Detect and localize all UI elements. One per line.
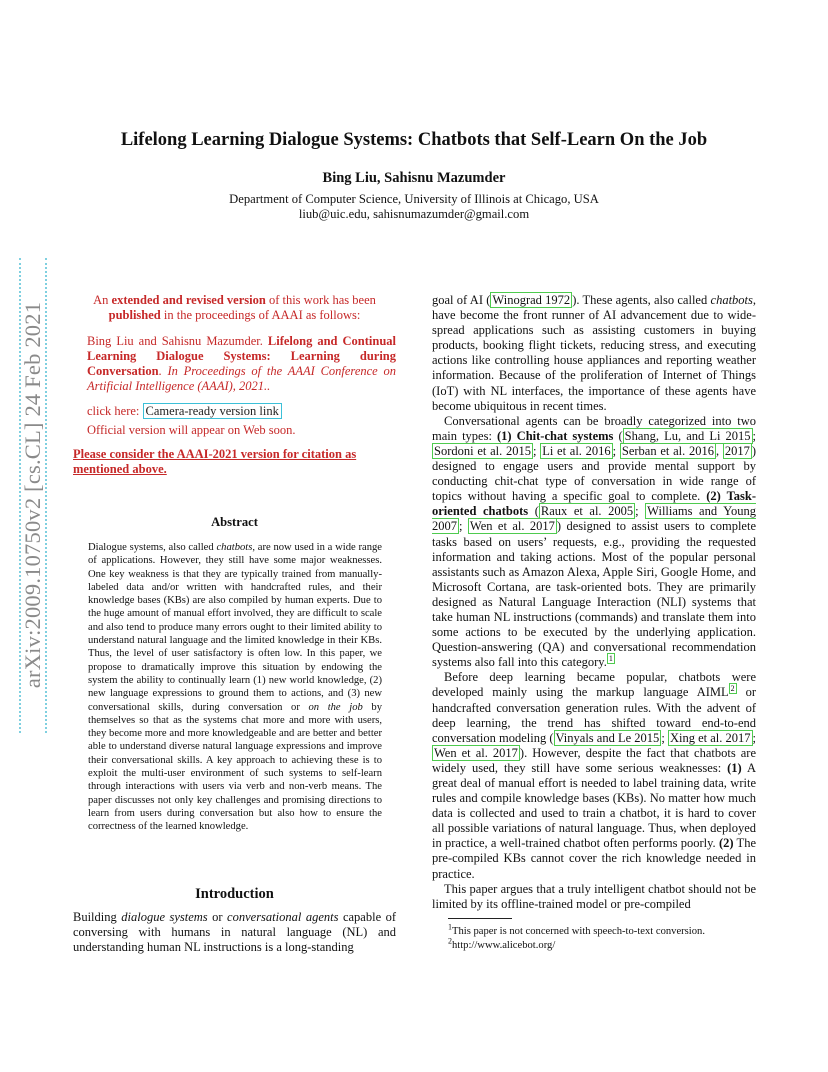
click-label: click here:	[87, 403, 143, 418]
cite-sordoni[interactable]: Sordoni et al. 2015	[434, 443, 531, 458]
abstract-body	[88, 541, 382, 834]
reference-entry	[73, 334, 396, 394]
r1-a: goal of AI (	[432, 293, 491, 307]
official-note: Official version will appear on Web soon.	[87, 422, 296, 437]
intro-paragraph	[73, 910, 396, 955]
notice-para	[73, 293, 396, 323]
citation-note[interactable]: Please consider the AAAI-2021 version for citation as mentioned above.	[73, 446, 357, 476]
intro-text-3: capable of conversing with humans in natural language (NL) and understanding human NL instructions is a long-standing	[73, 910, 397, 955]
cite-winograd[interactable]: Winograd 1972	[492, 293, 571, 307]
right-para-3: Before deep learning became popular, chatbots were developed mainly using the markup language AIML $^2$ or handcrafted conversation generation rules. With the advent of deep learning, the trend has shifted toward end-to-end conversation modeling ( Vinyals and Le 2015 ; Xing et al. 2017 ; Wen et al. 2017 ). However, despite the fact that chatbots are widely used, they still have some serious weaknesses: (1) A great deal of manual effort is needed to label training data, write rules and compile knowledge bases (KBs). No matter how much data is collected and used to train a chatbot, it is hard to cover all possible variations of natural language. Thus, when deployed in practice, a well-trained chatbot often performs poorly. (2) The pre-compiled KBs cannot cover the rich knowledge needed in practice.	[432, 670, 757, 881]
abstract-text-1: Dialogue systems, also called	[88, 542, 217, 553]
r3-c: ). However, despite the fact that chatbots are widely used, they still have some serious weaknesses:	[432, 745, 757, 775]
footnote-1	[448, 922, 758, 939]
fn1-mark: 1	[448, 922, 452, 932]
r3-f: (2)	[718, 836, 734, 851]
r1-c: , have become the front runner of AI advancement due to wide-spread applications such as assisting customers in buying products, booking flight tickets, reducing stress, and executing actions like controlling house appliances and reporting weather information. Because of the proliferation of Internet of Things (IoT) with NL interfaces, the importance of these agents have become ubiquitous in recent times.	[432, 293, 756, 413]
r2-task: (2) Task-oriented chatbots	[432, 489, 756, 519]
notice-published: published	[108, 308, 161, 323]
r2-c: (	[613, 428, 623, 443]
ref-authors: Bing Liu and Sahisnu Mazumder.	[87, 334, 268, 349]
r2-d: ) designed to engage users and provide mental support by conducting chit-chat type of conversation in wide range of topics without having a specific goal to complete.	[432, 443, 756, 504]
r3-g: The pre-compiled KBs cannot cover the rich knowledge needed in practice.	[432, 836, 756, 881]
abstract-em-2: on the job	[308, 701, 363, 713]
intro-em-2: conversational agents	[227, 910, 339, 924]
intro-em-1: dialogue systems	[121, 910, 208, 924]
cite-wen-2[interactable]: Wen et al. 2017	[434, 745, 518, 760]
r2-a: Conversational agents can be broadly categorized into two main types:	[432, 413, 756, 443]
notice-text-a: An	[93, 293, 112, 307]
r3-e: A great deal of manual effort is needed to label training data, write rules and compile knowledge bases (KBs). No matter how much data is collected and used to train a chatbot, it is hard to cover all possible variations of natural language. Thus, when deployed in practice, a well-trained chatbot often performs poorly.	[432, 760, 756, 851]
intro-text-2: or	[207, 910, 228, 924]
right-para-1	[432, 293, 756, 414]
arxiv-watermark	[19, 258, 49, 733]
r3-b: or handcrafted conversation generation rules. With the advent of deep learning, the trend has shifted toward end-to-end conversation modeling (	[432, 685, 756, 745]
emails: liub@uic.edu, sahisnumazumder@gmail.com	[298, 207, 530, 221]
click-line	[73, 404, 396, 419]
ref-dot: .	[158, 364, 168, 379]
notice-text-c: of this work has been	[265, 293, 376, 307]
notice-extended: extended and revised version	[111, 293, 266, 307]
abstract-text-3: by themselves so that as the systems chat more and more with users, they become more and more knowledgeable and are better and better able to understand diverse natural language expressions and improve their conversational skills. A key approach to achieving these is to exploit the multi-user environment of such systems to self-learn through interactions with users via verb and non-verb means. The paper discusses not only key challenges and promising directions to learn from users during conversation but also how to ensure the correctness of the learned knowledge.	[88, 701, 383, 833]
r2-chitchat: (1) Chit-chat systems	[497, 428, 614, 443]
abstract-em-1: chatbots	[216, 542, 253, 553]
r1-b: ). These agents, also called	[572, 293, 711, 307]
watermark-text: arXiv:2009.10750v2 [cs.CL] 24 Feb 2021	[20, 301, 45, 689]
ref-venue: In Proceedings of the AAAI Conference on Artificial Intelligence (AAAI), 2021..	[87, 364, 397, 394]
publication-notice	[73, 293, 396, 477]
cite-shang[interactable]: Shang, Lu, and Li 2015	[624, 428, 751, 443]
abstract-heading: Abstract	[211, 515, 258, 529]
authors: Bing Liu, Sahisnu Mazumder	[322, 170, 506, 186]
footnote-ref-1[interactable]: 1	[608, 654, 613, 664]
notice-text-e: in the proceedings of AAAI as follows:	[160, 308, 361, 323]
abstract-text-2: , are now used in a wide range of applications. However, they still have some major weaknesses. One key weakness is that they are typically trained from manually-labeled data and/or written with handcrafted rules, and their knowledge bases (KBs) are also compiled by human experts. Due to the huge amount of manual effort involved, they are difficult to scale and also tend to produce many errors ought to their limited ability to understand natural language and the limited knowledge in their KBs. Thus, the level of user satisfactory is often low. In this paper, we propose to dramatically improve this situation by endowing the system the ability to continually learn (1) new world knowledge, (2) new language expressions to ground them to actions, and (3) new conversational skills, during conversation or	[88, 542, 383, 713]
r3-a: Before deep learning became popular, chatbots were developed mainly using the markup language AIML	[432, 670, 756, 700]
affiliation-block	[0, 192, 828, 222]
cite-vinyals[interactable]: Vinyals and Le 2015	[555, 730, 660, 745]
camera-ready-link[interactable]: Camera-ready version link	[143, 403, 282, 419]
cite-serban-2017[interactable]: 2017	[724, 443, 750, 458]
cite-serban[interactable]: Serban et al. 2016	[621, 443, 714, 458]
introduction-heading: Introduction	[195, 886, 274, 902]
footnote-ref-2[interactable]: 2	[730, 684, 735, 694]
right-column	[432, 293, 756, 912]
footnote-2	[448, 936, 758, 953]
cite-wen[interactable]: Wen et al. 2017	[469, 519, 555, 534]
r1-em: chatbots	[710, 293, 753, 307]
r2-g: ) designed to assist users to complete tasks based on users’ requests, e.g., providing the requested information and taking actions. Most of the popular personal assistants such as Amazon Alexa, Apple Siri, Google Home, and Microsoft Cortana, are task-oriented bots. They are primarily designed as Natural Language Interaction (NLI) systems that take human NL instructions (commands) and translate them into some actions to be executed by the underlying application. Question-answering (QA) and conversational recommendation systems also fall into this category.	[432, 519, 756, 670]
ref-title: Lifelong and Continual Learning Dialogue Systems: Learning during Conversation	[87, 334, 397, 379]
paper-title: Lifelong Learning Dialogue Systems: Chatbots that Self-Learn On the Job	[120, 130, 708, 150]
cite-xing[interactable]: Xing et al. 2017	[669, 730, 751, 745]
footnote-rule	[448, 918, 512, 919]
cite-raux[interactable]: Raux et al. 2005	[540, 504, 634, 519]
cite-li[interactable]: Li et al. 2016	[542, 443, 611, 458]
r3-d: (1)	[727, 760, 742, 775]
fn2-url[interactable]: http://www.alicebot.org/	[452, 940, 556, 951]
intro-text-1: Building	[73, 910, 122, 924]
fn2-mark: 2	[448, 936, 452, 946]
right-para-2: Conversational agents can be broadly categorized into two main types: (1) Chit-chat systems ( Shang, Lu, and Li 2015 ; Sordoni et al. 2015 ; Li et al. 2016 ; Serban et al. 2016 , 2017 ) designed to engage users and provide mental support by conducting chit-chat type of conversation in wide range of topics without having a specific goal to complete. (2) Task-oriented chatbots ( Raux et al. 2005 ; Williams and Young 2007 ; Wen et al. 2017 ) designed to assist users to complete tasks based on users’ requests, e.g., providing the requested information and taking actions. Most of the popular personal assistants such as Amazon Alexa, Apple Siri, Google Home, and Microsoft Cortana, are task-oriented bots. They are primarily designed as Natural Language Interaction (NLI) systems that take human NL instructions (commands) and translate them into some actions to be executed by the underlying application. Question-answering (QA) and conversational recommendation systems also fall into this category. $^1$	[432, 413, 756, 670]
fn1-text: This paper is not concerned with speech-to-text conversion.	[452, 926, 705, 937]
r2-f: (	[528, 504, 539, 519]
right-para-4: This paper argues that a truly intelligent chatbot should not be limited by its offline-trained model or pre-compiled	[432, 881, 756, 911]
cite-williams[interactable]: Williams and Young 2007	[432, 504, 756, 534]
affiliation: Department of Computer Science, University of Illinois at Chicago, USA	[229, 192, 599, 206]
